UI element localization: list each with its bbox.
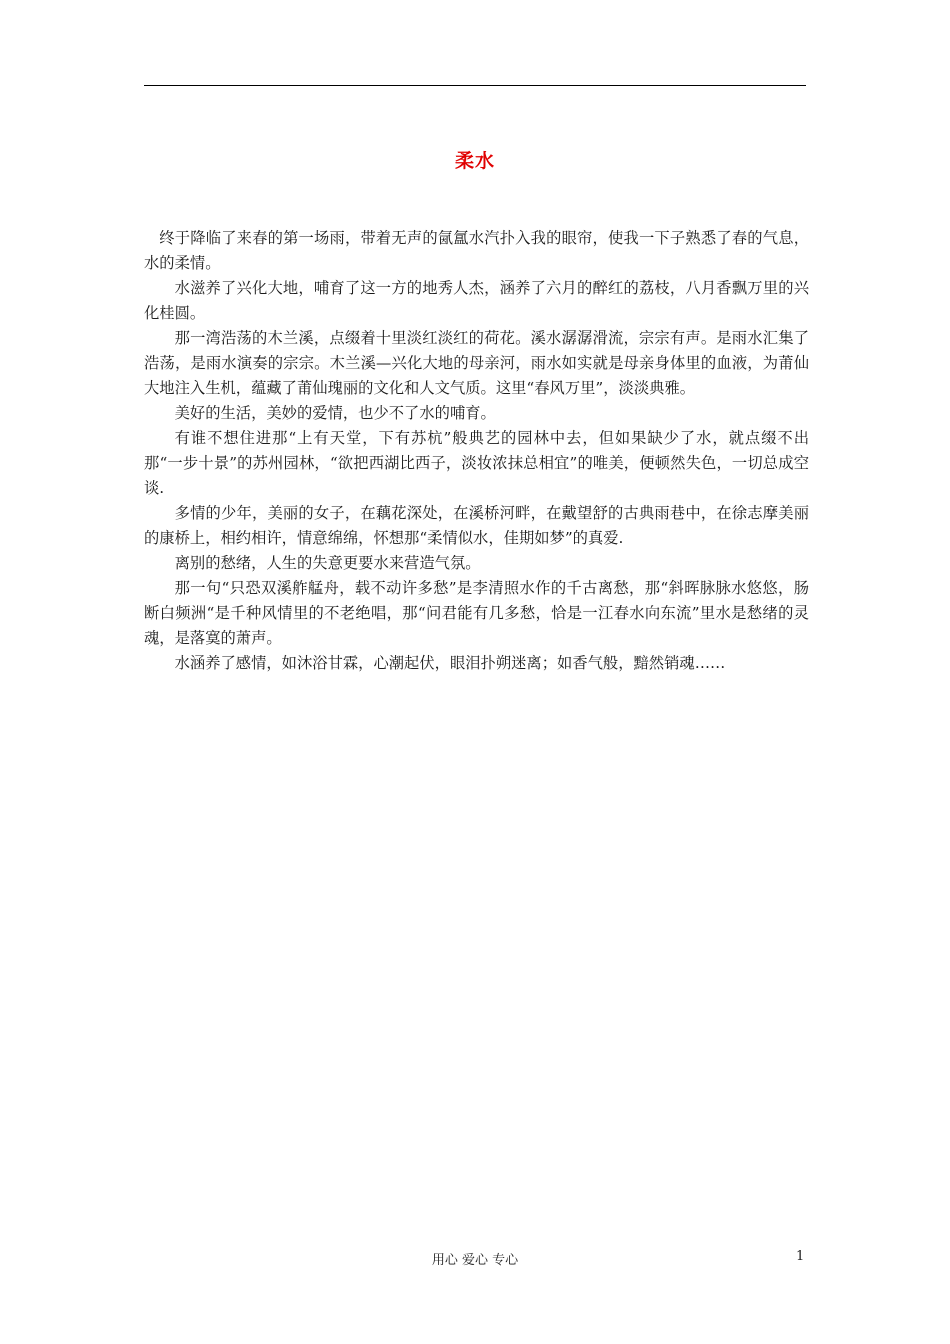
footer-motto: 用心 爱心 专心 bbox=[431, 1253, 519, 1268]
header-rule bbox=[144, 85, 806, 86]
paragraph-2: 水滋养了兴化大地，哺育了这一方的地秀人杰，涵养了六月的醉红的荔枝，八月香飘万里的兴化桂圆。 bbox=[144, 279, 809, 322]
paragraph-8: 那一句“只恐双溪舴艋舟，载不动许多愁”是李清照水作的千古离愁，那“斜晖脉脉水悠悠，肠断白频洲“是千种风情里的不老绝唱，那“问君能有几多愁，恰是一江春水向东流”里水是愁绪的灵魂，是落寞的萧声。 bbox=[144, 579, 809, 647]
article-body bbox=[144, 226, 809, 676]
page-title: 柔水 bbox=[454, 150, 495, 172]
paragraph-7: 离别的愁绪，人生的失意更要水来营造气氛。 bbox=[174, 554, 481, 572]
paragraph-1: 终于降临了来春的第一场雨，带着无声的氤氲水汽扑入我的眼帘，使我一下子熟悉了春的气息，水的柔情。 bbox=[144, 229, 809, 272]
paragraph-9: 水涵养了感情，如沐浴甘霖，心潮起伏，眼泪扑朔迷离；如香气般，黯然销魂…… bbox=[174, 654, 726, 672]
page-number: 1 bbox=[796, 1249, 805, 1264]
paragraph-5: 有谁不想住进那“上有天堂，下有苏杭”般典艺的园林中去，但如果缺少了水，就点缀不出那“一步十景”的苏州园林，“欲把西湖比西子，淡妆浓抹总相宜”的唯美，便顿然失色，一切总成空谈. bbox=[144, 429, 809, 497]
paragraph-6: 多情的少年，美丽的女子，在藕花深处，在溪桥河畔，在戴望舒的古典雨巷中，在徐志摩美丽的康桥上，相约相许，情意绵绵，怀想那“柔情似水，佳期如梦”的真爱. bbox=[144, 504, 809, 547]
paragraph-4: 美好的生活，美妙的爱情，也少不了水的哺育。 bbox=[174, 404, 496, 422]
paragraph-3: 那一湾浩荡的木兰溪，点缀着十里淡红淡红的荷花。溪水潺潺滑流，宗宗有声。是雨水汇集了浩荡，是雨水演奏的宗宗。木兰溪—兴化大地的母亲河，雨水如实就是母亲身体里的血液，为莆仙大地注入生机，蕴藏了莆仙瑰丽的文化和人文气质。这里“春风万里”，淡淡典雅。 bbox=[144, 329, 809, 397]
